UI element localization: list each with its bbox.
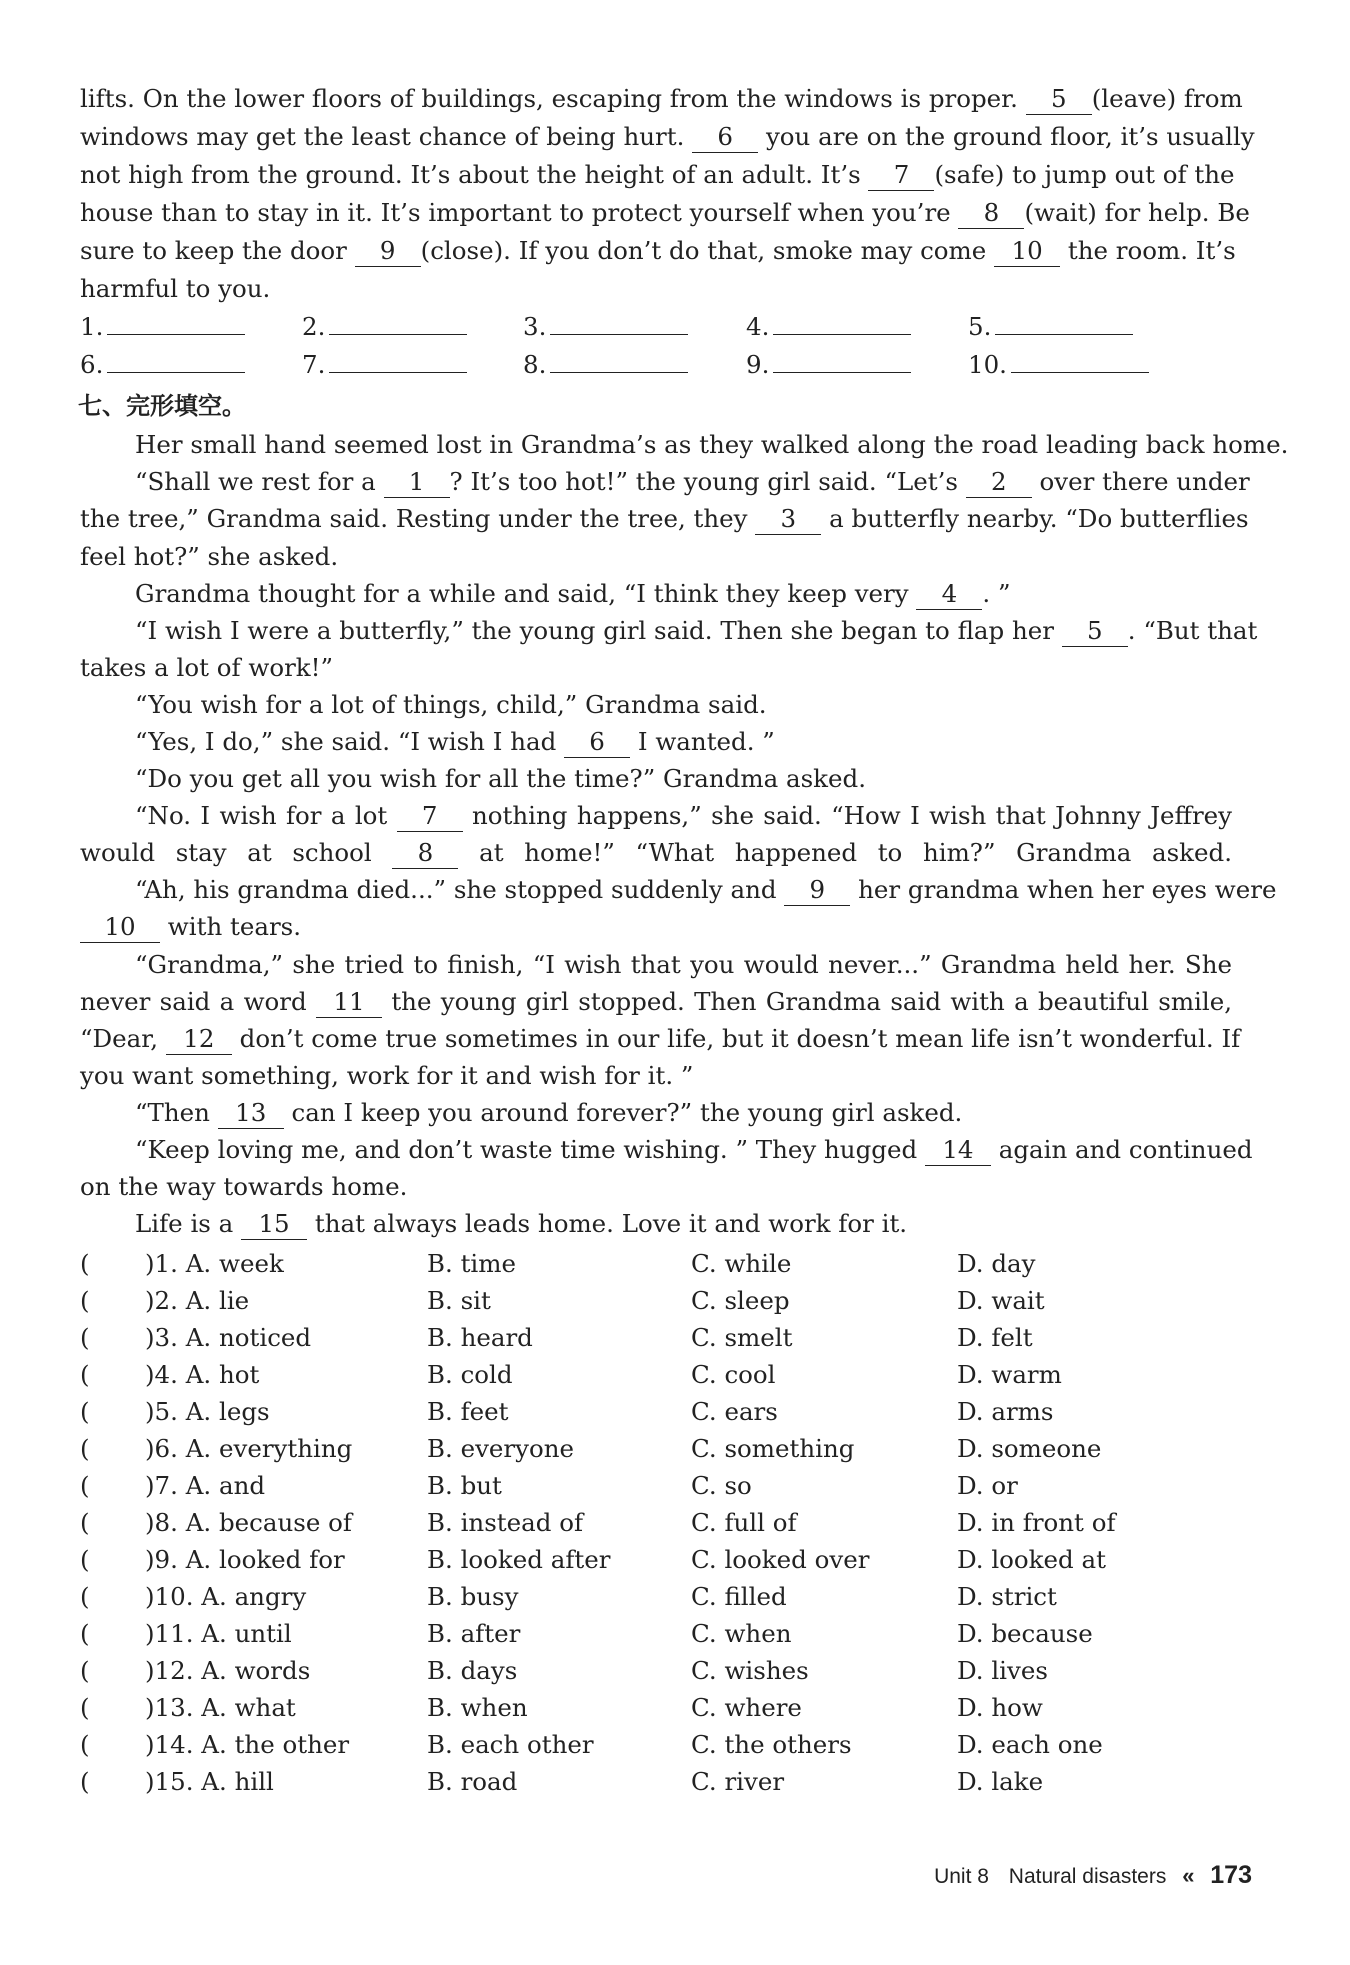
passage2-line: [135, 463, 1250, 500]
answer-line[interactable]: [329, 346, 467, 373]
option-d: D. warm: [957, 1360, 1062, 1389]
answer-paren[interactable]: (: [80, 1249, 90, 1278]
answer-paren[interactable]: (: [80, 1767, 90, 1796]
text-segment: the tree,” Grandma said. Resting under the tree, they: [80, 504, 756, 533]
answer-paren[interactable]: (: [80, 1619, 90, 1648]
option-a: )14. A. the other: [145, 1730, 350, 1759]
passage2-line: [135, 1131, 1253, 1168]
blank-2: 2: [966, 468, 1032, 498]
passage2-line: [135, 871, 1277, 908]
answer-blank[interactable]: [523, 346, 688, 383]
answer-line[interactable]: [995, 308, 1133, 335]
blank-13: 13: [218, 1099, 284, 1129]
blank-5: 5: [1026, 85, 1092, 115]
option-d: D. wait: [957, 1286, 1045, 1315]
option-d: D. or: [957, 1471, 1018, 1500]
option-c: C. so: [691, 1471, 752, 1500]
blank-6: 6: [692, 123, 758, 153]
blank-4: 4: [916, 580, 982, 610]
text-segment: the room. It’s: [1060, 236, 1236, 265]
chevron-left-icon: «: [1182, 1863, 1195, 1888]
passage2-line: [135, 612, 1258, 649]
option-a: )1. A. week: [145, 1249, 284, 1278]
passage2-line: [135, 426, 1289, 463]
page-number: 173: [1210, 1861, 1252, 1889]
passage2-line: [135, 1205, 1232, 1242]
answer-line[interactable]: [1011, 346, 1149, 373]
passage2-line: [80, 649, 1232, 686]
answer-blank[interactable]: [302, 308, 467, 345]
option-d: D. lives: [957, 1656, 1048, 1685]
option-a: )2. A. lie: [145, 1286, 250, 1315]
blank-3: 3: [755, 505, 821, 535]
text-segment: Life is a: [135, 1209, 242, 1238]
text-segment: “Ah, his grandma died...” she stopped suddenly and: [135, 875, 785, 904]
option-d: D. looked at: [957, 1545, 1106, 1574]
passage1-line: [80, 194, 1250, 231]
answer-blank[interactable]: [80, 308, 245, 345]
answer-number: 5.: [968, 312, 992, 341]
option-d: D. arms: [957, 1397, 1054, 1426]
text-segment: windows may get the least chance of being hurt.: [80, 122, 693, 151]
option-c: C. when: [691, 1619, 792, 1648]
text-segment: don’t come true sometimes in our life, but it doesn’t mean life isn’t wonderful. If: [231, 1024, 1241, 1053]
option-d: D. each one: [957, 1730, 1103, 1759]
option-d: D. strict: [957, 1582, 1057, 1611]
option-d: D. lake: [957, 1767, 1044, 1796]
answer-number: 4.: [746, 312, 770, 341]
text-segment: you want something, work for it and wish for it. ”: [80, 1061, 694, 1090]
text-segment: Grandma thought for a while and said, “I think they keep very: [135, 579, 917, 608]
answer-blank[interactable]: [80, 346, 245, 383]
text-segment: at home!” “What happened to him?” Grandma asked.: [458, 838, 1232, 867]
option-b: B. heard: [427, 1323, 533, 1352]
text-segment: “I wish I were a butterfly,” the young girl said. Then she began to flap her: [135, 616, 1062, 645]
answer-blank[interactable]: [968, 308, 1133, 345]
passage2-line: [80, 1057, 1232, 1094]
option-a: )4. A. hot: [145, 1360, 260, 1389]
passage1-line: [80, 156, 1235, 193]
option-c: C. something: [691, 1434, 855, 1463]
text-segment: with tears.: [160, 912, 302, 941]
answer-blank[interactable]: [746, 308, 911, 345]
answer-paren[interactable]: (: [80, 1360, 90, 1389]
option-b: B. when: [427, 1693, 528, 1722]
text-segment: (leave) from: [1091, 84, 1243, 113]
option-b: B. after: [427, 1619, 521, 1648]
answer-line[interactable]: [550, 308, 688, 335]
passage1-line: [80, 232, 1236, 269]
blank-8: 8: [958, 199, 1024, 229]
option-b: B. days: [427, 1656, 518, 1685]
answer-line[interactable]: [329, 308, 467, 335]
answer-paren[interactable]: (: [80, 1656, 90, 1685]
option-c: C. smelt: [691, 1323, 793, 1352]
passage2-line: [135, 686, 1232, 723]
option-b: B. feet: [427, 1397, 509, 1426]
text-segment: (close). If you don’t do that, smoke may come: [420, 236, 995, 265]
passage2-line: [135, 575, 1232, 612]
blank-11: 11: [316, 988, 382, 1018]
text-segment: never said a word: [80, 987, 317, 1016]
text-segment: Her small hand seemed lost in Grandma’s as they walked along the road leading back home.: [135, 430, 1289, 459]
option-c: C. ears: [691, 1397, 778, 1426]
text-segment: (wait) for help. Be: [1024, 198, 1250, 227]
passage2-line: [80, 1168, 1232, 1205]
option-a: )11. A. until: [145, 1619, 292, 1648]
answer-line[interactable]: [107, 346, 245, 373]
option-c: C. full of: [691, 1508, 797, 1537]
blank-1: 1: [384, 468, 450, 498]
passage2-line: [80, 500, 1249, 537]
answer-number: 1.: [80, 312, 104, 341]
passage2-line: [135, 723, 1232, 760]
text-segment: nothing happens,” she said. “How I wish that Johnny Jeffrey: [462, 801, 1233, 830]
option-b: B. time: [427, 1249, 516, 1278]
option-a: )9. A. looked for: [145, 1545, 345, 1574]
blank-15: 15: [241, 1210, 307, 1240]
blank-6: 6: [564, 728, 630, 758]
answer-blank[interactable]: [968, 346, 1149, 383]
text-segment: her grandma when her eyes were: [850, 875, 1277, 904]
option-c: C. while: [691, 1249, 792, 1278]
answer-line[interactable]: [107, 308, 245, 335]
text-segment: can I keep you around forever?” the young girl asked.: [283, 1098, 963, 1127]
option-a: )3. A. noticed: [145, 1323, 312, 1352]
answer-number: 6.: [80, 350, 104, 379]
text-segment: harmful to you.: [80, 274, 271, 303]
option-c: C. cool: [691, 1360, 776, 1389]
text-segment: lifts. On the lower floors of buildings, escaping from the windows is proper.: [80, 84, 1026, 113]
answer-number: 7.: [302, 350, 326, 379]
text-segment: “Keep loving me, and don’t waste time wishing. ” They hugged: [135, 1135, 925, 1164]
option-b: B. busy: [427, 1582, 519, 1611]
text-segment: over there under: [1031, 467, 1250, 496]
option-d: D. someone: [957, 1434, 1102, 1463]
answer-paren[interactable]: (: [80, 1323, 90, 1352]
answer-number: 9.: [746, 350, 770, 379]
passage2-line: [80, 1020, 1241, 1057]
blank-9: 9: [355, 237, 421, 267]
blank-10: 10: [80, 913, 160, 943]
answer-line[interactable]: [550, 346, 688, 373]
option-a: )10. A. angry: [145, 1582, 307, 1611]
option-d: D. felt: [957, 1323, 1033, 1352]
text-segment: house than to stay in it. It’s important to protect yourself when you’re: [80, 198, 959, 227]
text-segment: again and continued: [990, 1135, 1253, 1164]
answer-paren[interactable]: (: [80, 1434, 90, 1463]
blank-8: 8: [392, 839, 458, 869]
answer-blank[interactable]: [746, 346, 911, 383]
section-heading: 七、完形填空。: [78, 392, 246, 420]
answer-line[interactable]: [773, 308, 911, 335]
option-a: )13. A. what: [145, 1693, 296, 1722]
option-c: C. where: [691, 1693, 802, 1722]
option-a: )5. A. legs: [145, 1397, 270, 1426]
answer-blank[interactable]: [302, 346, 467, 383]
option-b: B. each other: [427, 1730, 594, 1759]
passage2-line: [80, 908, 1232, 945]
passage2-line: [80, 538, 1232, 575]
text-segment: “No. I wish for a lot: [135, 801, 397, 830]
option-c: C. wishes: [691, 1656, 809, 1685]
answer-paren[interactable]: (: [80, 1508, 90, 1537]
passage2-line: [135, 797, 1232, 834]
answer-blank[interactable]: [523, 308, 688, 345]
text-segment: “Dear,: [80, 1024, 166, 1053]
blank-7: 7: [868, 161, 934, 191]
text-segment: . ”: [982, 579, 1011, 608]
option-b: B. cold: [427, 1360, 513, 1389]
text-segment: ? It’s too hot!” the young girl said. “Let’s: [449, 467, 966, 496]
text-segment: you are on the ground floor, it’s usually: [758, 122, 1255, 151]
text-segment: feel hot?” she asked.: [80, 542, 339, 571]
passage2-line: [80, 983, 1232, 1020]
blank-12: 12: [166, 1025, 232, 1055]
passage1-line: [80, 270, 1232, 307]
text-segment: a butterfly nearby. “Do butterflies: [821, 504, 1249, 533]
text-segment: “You wish for a lot of things, child,” Grandma said.: [135, 690, 767, 719]
text-segment: not high from the ground. It’s about the height of an adult. It’s: [80, 160, 869, 189]
passage1-line: [80, 80, 1243, 117]
option-c: C. sleep: [691, 1286, 790, 1315]
option-a: )15. A. hill: [145, 1767, 274, 1796]
option-c: C. looked over: [691, 1545, 870, 1574]
passage2-line: [80, 834, 1232, 871]
answer-number: 3.: [523, 312, 547, 341]
option-a: )8. A. because of: [145, 1508, 352, 1537]
text-segment: “Then: [135, 1098, 218, 1127]
answer-paren[interactable]: (: [80, 1693, 90, 1722]
answer-number: 10.: [968, 350, 1007, 379]
answer-paren[interactable]: (: [80, 1397, 90, 1426]
text-segment: sure to keep the door: [80, 236, 355, 265]
option-d: D. in front of: [957, 1508, 1116, 1537]
text-segment: I wanted. ”: [630, 727, 775, 756]
option-b: B. but: [427, 1471, 502, 1500]
text-segment: “Yes, I do,” she said. “I wish I had: [135, 727, 565, 756]
text-segment: “Do you get all you wish for all the time?” Grandma asked.: [135, 764, 866, 793]
text-segment: that always leads home. Love it and work for it.: [307, 1209, 908, 1238]
footer-title: Natural disasters: [1008, 1865, 1167, 1888]
option-b: B. road: [427, 1767, 518, 1796]
option-c: C. filled: [691, 1582, 787, 1611]
option-b: B. looked after: [427, 1545, 611, 1574]
blank-14: 14: [925, 1136, 991, 1166]
option-c: C. river: [691, 1767, 785, 1796]
passage2-line: [135, 946, 1232, 983]
page-footer: [934, 1855, 1252, 1895]
answer-number: 2.: [302, 312, 326, 341]
blank-9: 9: [784, 876, 850, 906]
answer-line[interactable]: [773, 346, 911, 373]
option-b: B. sit: [427, 1286, 491, 1315]
answer-paren[interactable]: (: [80, 1545, 90, 1574]
text-segment: takes a lot of work!”: [80, 653, 334, 682]
answer-paren[interactable]: (: [80, 1286, 90, 1315]
text-segment: would stay at school: [80, 838, 393, 867]
option-a: )6. A. everything: [145, 1434, 353, 1463]
blank-5: 5: [1062, 617, 1128, 647]
passage2-line: [135, 760, 1232, 797]
option-b: B. everyone: [427, 1434, 574, 1463]
option-d: D. day: [957, 1249, 1036, 1278]
answer-paren[interactable]: (: [80, 1582, 90, 1611]
text-segment: on the way towards home.: [80, 1172, 408, 1201]
option-c: C. the others: [691, 1730, 852, 1759]
answer-paren[interactable]: (: [80, 1730, 90, 1759]
answer-number: 8.: [523, 350, 547, 379]
option-a: )12. A. words: [145, 1656, 311, 1685]
text-segment: the young girl stopped. Then Grandma said with a beautiful smile,: [382, 987, 1233, 1016]
passage2-line: [135, 1094, 1232, 1131]
passage1-line: [80, 118, 1255, 155]
text-segment: “Shall we rest for a: [135, 467, 384, 496]
text-segment: . “But that: [1127, 616, 1258, 645]
blank-7: 7: [397, 802, 463, 832]
option-d: D. how: [957, 1693, 1043, 1722]
footer-unit: Unit 8: [934, 1865, 989, 1888]
text-segment: (safe) to jump out of the: [934, 160, 1235, 189]
answer-paren[interactable]: (: [80, 1471, 90, 1500]
blank-10: 10: [994, 237, 1060, 267]
option-d: D. because: [957, 1619, 1093, 1648]
text-segment: “Grandma,” she tried to finish, “I wish that you would never...” Grandma held her. She: [135, 950, 1232, 979]
option-b: B. instead of: [427, 1508, 584, 1537]
option-a: )7. A. and: [145, 1471, 266, 1500]
